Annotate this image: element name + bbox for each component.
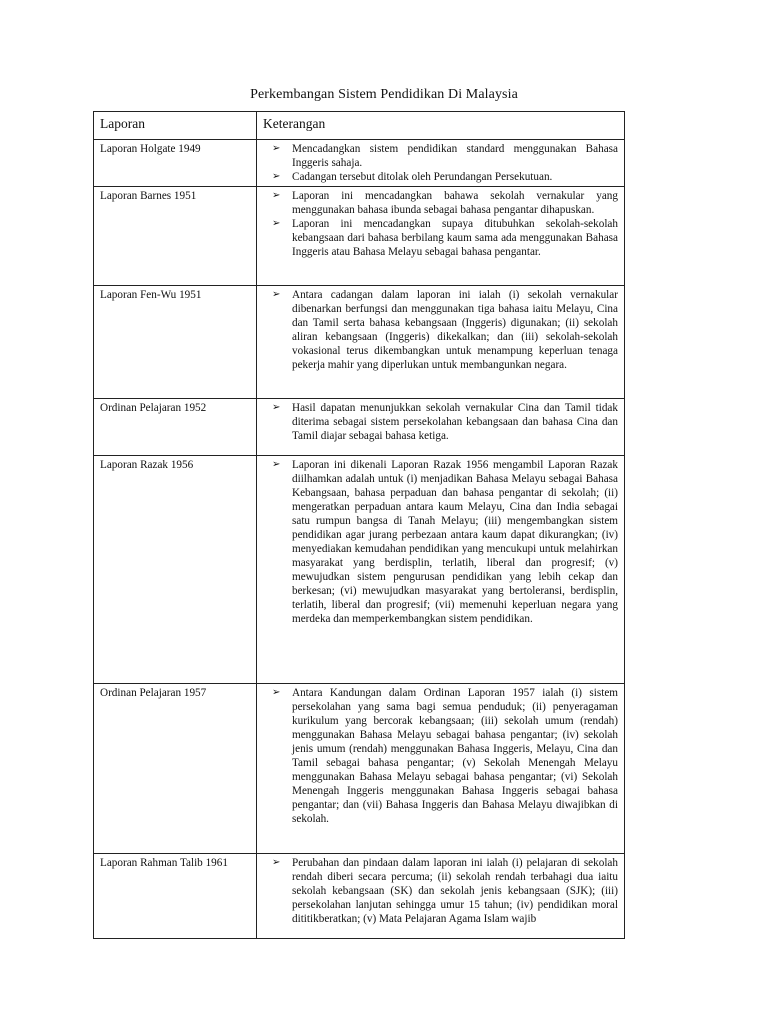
bullet-point: ➢ Cadangan tersebut ditolak oleh Perundangan Persekutuan. bbox=[272, 171, 553, 183]
document-title: Perkembangan Sistem Pendidikan Di Malaysia bbox=[250, 87, 518, 102]
report-name: Ordinan Pelajaran 1952 bbox=[94, 399, 257, 456]
bullet-point: ➢ Antara Kandungan dalam Ordinan Laporan 1957 ialah (i) sistem persekolahan yang sama bagi semua penduduk; (ii) penyeragaman kurikulum yang bercorak kebangsaan; (iii) sekolah umum (rendah) menggunakan Bahasa Melayu sebagai bahasa pengantar; (iv) sekolah jenis umum (rendah) menggunakan Bahasa Inggeris, Melayu, Cina dan Tamil sebagai bahasa pengantar; (v) Sekolah Menengah Melayu menggunakan Bahasa Melayu sebagai bahasa pengantar; (vi) Sekolah Menengah Inggeris menggunakan Bahasa Inggeris sebagai bahasa pengantar; dan (vii) Bahasa Inggeris dan Bahasa Melayu diwajibkan di sekolah. bbox=[272, 687, 618, 825]
arrowhead-bullet-icon: ➢ bbox=[272, 687, 281, 698]
bullet-point: ➢ Laporan ini dikenali Laporan Razak 1956 mengambil Laporan Razak diilhamkan adalah untuk (i) menjadikan Bahasa Melayu sebagai Bahasa Kebangsaan, bahasa perpaduan dan bahasa pengantar di sekolah; (ii) mengeratkan perpaduan antara kaum Melayu, Cina dan India sebagai satu rumpun bangsa di Tanah Melayu; (iii) mengembangkan sistem pendidikan agar jurang perbezaan antara kaum dapat dikurangkan; (iv) menyediakan kemudahan pendidikan yang mencukupi untuk melahirkan masyarakat yang berdisplin, terlatih, liberal dan progresif; (v) mewujudkan sistem pengurusan pendidikan yang lebih cekap dan berkesan; (vi) mewujudkan masyarakat yang bertoleransi, berdisplin, terlatih, liberal dan progresif; (vii) memenuhi keperluan negara yang merdeka dan memperkembangkan sistem pendidikan. bbox=[272, 459, 618, 625]
table-row bbox=[94, 187, 625, 286]
bullet-point: ➢ Laporan ini mencadangkan bahawa sekolah vernakular yang menggunakan bahasa ibunda sebagai bahasa pengantar dihapuskan. bbox=[272, 190, 618, 216]
bullet-list bbox=[263, 458, 618, 626]
bullet-list bbox=[263, 142, 618, 184]
report-name: Laporan Razak 1956 bbox=[94, 456, 257, 684]
table-row bbox=[94, 286, 625, 399]
report-description bbox=[257, 286, 625, 399]
arrowhead-bullet-icon: ➢ bbox=[272, 402, 281, 413]
report-name: Laporan Rahman Talib 1961 bbox=[94, 854, 257, 939]
report-name: Laporan Barnes 1951 bbox=[94, 187, 257, 286]
bullet-point: ➢ Antara cadangan dalam laporan ini ialah (i) sekolah vernakular dibenarkan berfungsi dan menggunakan tiga bahasa iaitu Melayu, Cina dan Tamil serta bahasa kebangsaan (Inggeris) digunakan; (ii) sekolah aliran kebangsaan (Inggeris) dikekalkan; dan (iii) sekolah-sekolah vokasional terus dikembangkan untuk menampung keperluan tenaga pekerja mahir yang diperlukan untuk membangunkan negara. bbox=[272, 289, 618, 371]
report-name: Ordinan Pelajaran 1957 bbox=[94, 684, 257, 854]
bullet-point: ➢ Mencadangkan sistem pendidikan standard menggunakan Bahasa Inggeris sahaja. bbox=[272, 143, 618, 169]
bullet-list bbox=[263, 189, 618, 259]
report-name: Laporan Holgate 1949 bbox=[94, 140, 257, 187]
bullet-point: ➢ Hasil dapatan menunjukkan sekolah vernakular Cina dan Tamil tidak diterima sebagai sistem persekolahan kebangsaan dan bahasa Cina dan Tamil diajar sebagai bahasa ketiga. bbox=[272, 402, 618, 442]
table-row bbox=[94, 399, 625, 456]
header-keterangan: Keterangan bbox=[257, 112, 625, 140]
table-row bbox=[94, 456, 625, 684]
arrowhead-bullet-icon: ➢ bbox=[272, 190, 281, 201]
report-description bbox=[257, 140, 625, 187]
arrowhead-bullet-icon: ➢ bbox=[272, 857, 281, 868]
table-row bbox=[94, 854, 625, 939]
header-laporan: Laporan bbox=[94, 112, 257, 140]
table-header-row bbox=[94, 112, 625, 140]
bullet-list bbox=[263, 401, 618, 443]
report-description bbox=[257, 854, 625, 939]
report-description bbox=[257, 399, 625, 456]
report-name: Laporan Fen-Wu 1951 bbox=[94, 286, 257, 399]
bullet-point: ➢ Perubahan dan pindaan dalam laporan ini ialah (i) pelajaran di sekolah rendah diberi secara percuma; (ii) sekolah rendah terbahagi dua iaitu sekolah kebangsaan (SK) dan sekolah jenis kebangsaan (SJK); (iii) persekolahan lanjutan sehingga umur 15 tahun; (iv) pendidikan moral dititikberatkan; (v) Mata Pelajaran Agama Islam wajib bbox=[272, 857, 618, 925]
bullet-list bbox=[263, 856, 618, 926]
report-table bbox=[93, 111, 625, 939]
report-description bbox=[257, 684, 625, 854]
table-row bbox=[94, 684, 625, 854]
arrowhead-bullet-icon: ➢ bbox=[272, 459, 281, 470]
bullet-point: ➢ Laporan ini mencadangkan supaya ditubuhkan sekolah-sekolah kebangsaan dari bahasa berbilang kaum sama ada menggunakan Bahasa Inggeris atau Bahasa Melayu sebagai bahasa pengantar. bbox=[272, 218, 618, 258]
report-description bbox=[257, 456, 625, 684]
table-row bbox=[94, 140, 625, 187]
arrowhead-bullet-icon: ➢ bbox=[272, 171, 281, 182]
bullet-list bbox=[263, 288, 618, 372]
arrowhead-bullet-icon: ➢ bbox=[272, 289, 281, 300]
bullet-list bbox=[263, 686, 618, 826]
report-description bbox=[257, 187, 625, 286]
arrowhead-bullet-icon: ➢ bbox=[272, 143, 281, 154]
arrowhead-bullet-icon: ➢ bbox=[272, 218, 281, 229]
